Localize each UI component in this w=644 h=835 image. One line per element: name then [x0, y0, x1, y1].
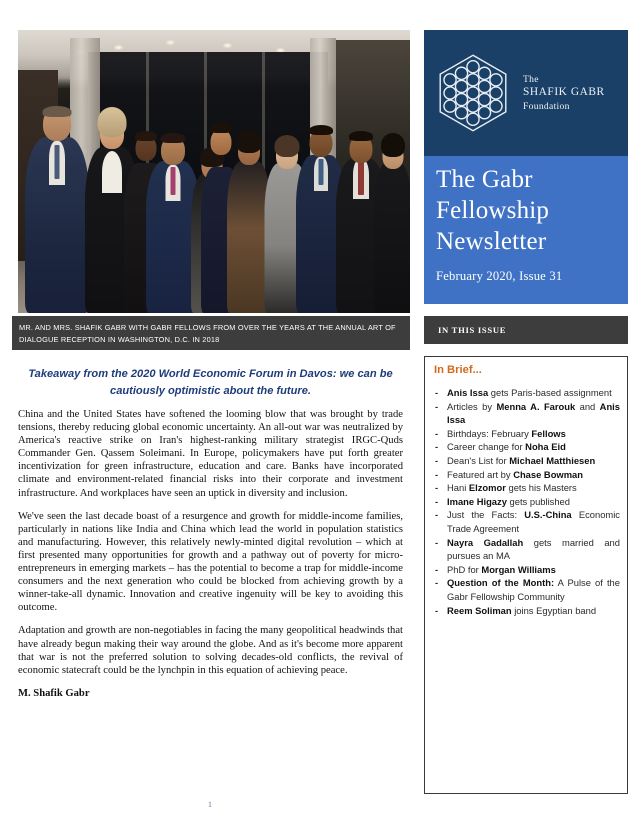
- in-this-issue-bar: IN THIS ISSUE: [424, 316, 628, 344]
- article-paragraph: China and the United States have softened the looming blow that was brought by trade tensions, thereby reducing global economic uncertainty. An all-out war was neutralized by America's reactive strike on Iran's highest-ranking military strategist IRGC-Quds Commander Gen. Qassem Soleimani. In Europe, policymakers have put forth greater incentivization for green infrastructure, education and care. Banks have incorporated climate and environment-related financial risks into their corporate and investment infrastructure. And workplaces have seen an uptick in diversity and inclusion.: [18, 409, 403, 499]
- hero-photo: [18, 30, 410, 313]
- page-number: 1: [207, 800, 213, 809]
- foundation-logo-wordmark: [523, 73, 605, 114]
- masthead-title-line-3: Newsletter: [436, 228, 547, 255]
- article-body: [18, 408, 403, 700]
- in-brief-item: - Hani Elzomor gets his Masters: [434, 481, 620, 495]
- logo-line-foundation: Foundation: [523, 100, 570, 112]
- photo-downlight: [114, 45, 123, 50]
- in-brief-list: [434, 386, 620, 617]
- photo-downlight: [223, 43, 232, 48]
- hexagon-lattice-logo-icon: [432, 52, 514, 134]
- in-brief-box: [424, 356, 628, 794]
- article-paragraph: We've seen the last decade boast of a resurgence and growth for middle-income families, particularly in nations like India and China which lead the world in population statistics and manufacturing. However, this relatively newly-minted digital revolution – which at first presented many opportunities for growth and a pathway out of poverty for micro-entrepreneurs in emerging markets – has the potential to become a trap for middle-income consumers and the next generation who could be blocked from achieving growth by a winner-take-all dynamic. Innovation and creative ingenuity will be key to avoiding this outcome.: [18, 510, 403, 614]
- logo-line-shafik-gabr: SHAFIK GABR: [523, 86, 605, 99]
- in-brief-item: - Just the Facts: U.S.-China Economic Trade Agreement: [434, 508, 620, 535]
- in-brief-item: - Featured art by Chase Bowman: [434, 468, 620, 482]
- foundation-logo-panel: [424, 30, 628, 156]
- photo-person: [374, 117, 410, 313]
- in-brief-title: In Brief...: [434, 364, 482, 376]
- photo-people-group: [18, 78, 410, 313]
- in-brief-item: - Dean's List for Michael Matthiesen: [434, 454, 620, 468]
- in-brief-item: - PhD for Morgan Williams: [434, 563, 620, 577]
- in-brief-item: - Anis Issa gets Paris-based assignment: [434, 386, 620, 400]
- in-brief-item: - Nayra Gadallah gets married and pursues an MA: [434, 536, 620, 563]
- article-byline: M. Shafik Gabr: [18, 687, 90, 699]
- masthead-panel: [424, 156, 628, 304]
- masthead-title-line-1: The Gabr: [436, 166, 533, 193]
- article-headline: Takeaway from the 2020 World Economic Forum in Davos: we can be cautiously optimistic about the future.: [28, 368, 393, 397]
- in-brief-item: - Imane Higazy gets published: [434, 495, 620, 509]
- left-column: [18, 30, 410, 313]
- in-brief-item: - Reem Soliman joins Egyptian band: [434, 604, 620, 618]
- masthead-title-line-2: Fellowship: [436, 197, 550, 224]
- masthead-issue-date: February 2020, Issue 31: [436, 269, 563, 283]
- in-brief-item: - Career change for Noha Eid: [434, 440, 620, 454]
- article-paragraph: Adaptation and growth are non-negotiables in facing the many geopolitical headwinds that have already begun making their way around the globe. And as it's become more apparent that war is not the preferred solution to solving decades-old conflicts, the revival of economic statecraft could be the lynchpin in this equation of achieving peace.: [18, 625, 403, 676]
- logo-line-the: The: [523, 73, 539, 85]
- in-brief-item: - Birthdays: February Fellows: [434, 427, 620, 441]
- photo-caption: MR. AND MRS. SHAFIK GABR WITH GABR FELLOWS FROM OVER THE YEARS AT THE ANNUAL ART OF DIALOGUE RECEPTION IN WASHINGTON, D.C. IN 2018: [12, 316, 410, 350]
- photo-downlight: [166, 40, 175, 45]
- in-brief-item: - Question of the Month: A Pulse of the Gabr Fellowship Community: [434, 576, 620, 603]
- in-brief-item: - Articles by Menna A. Farouk and Anis Issa: [434, 400, 620, 427]
- photo-person: [24, 81, 90, 313]
